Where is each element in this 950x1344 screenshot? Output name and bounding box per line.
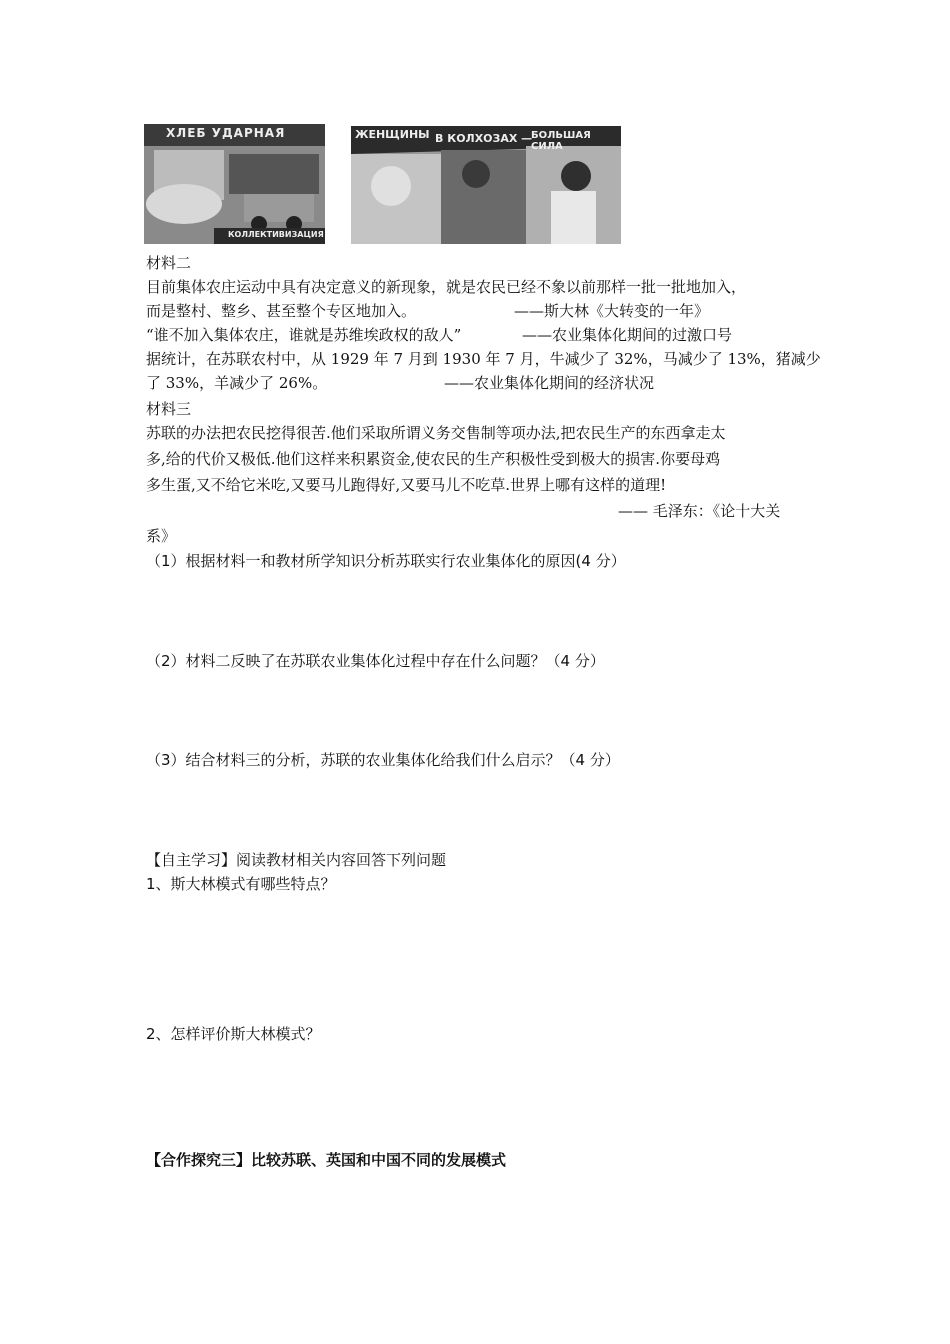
material2-heading: 材料二 (146, 254, 192, 272)
question-3: （3）结合材料三的分析，苏联的农业集体化给我们什么启示？（4 分） (146, 751, 620, 769)
poster-right-caption-right: БОЛЬШАЯ СИЛА (531, 130, 591, 152)
question-1: （1）根据材料一和教材所学知识分析苏联实行农业集体化的原因(4 分） (146, 552, 626, 570)
coop-inquiry-heading: 【合作探究三】比较苏联、英国和中国不同的发展模式 (146, 1151, 507, 1169)
poster-right-caption-mid: В КОЛХОЗАХ — (435, 132, 533, 145)
material2-paragraph1-line2: 而是整村、整乡、甚至整个专区地加入。 (146, 302, 417, 320)
question-2: （2）材料二反映了在苏联农业集体化过程中存在什么问题？（4 分） (146, 652, 605, 670)
material2-statistics-line1: 据统计，在苏联农村中，从 1929 年 7 月到 1930 年 7 月，牛减少了 32%，马减少了 13%，猪减少 (146, 350, 821, 368)
material3-heading: 材料三 (146, 400, 192, 418)
poster-right-caption-left: ЖЕНЩИНЫ (355, 128, 430, 141)
material3-line3: 多生蛋,又不给它米吃,又要马儿跑得好,又要马儿不吃草.世界上哪有这样的道理! (146, 476, 667, 494)
material2-paragraph1-line1: 目前集体农庄运动中具有决定意义的新现象，就是农民已经不象以前那样一批一批地加入， (146, 278, 747, 296)
collectivization-poster-right (351, 126, 621, 244)
material3-source-line1: —— 毛泽东：《论十大关 (618, 502, 781, 520)
material2-paragraph1-source: ——斯大林《大转变的一年》 (514, 302, 710, 320)
self-study-question-2: 2、怎样评价斯大林模式？ (146, 1025, 321, 1043)
poster-left-image (144, 124, 325, 244)
material3-source-line2: 系》 (146, 527, 177, 545)
material3-line1: 苏联的办法把农民挖得很苦.他们采取所谓义务交售制等项办法,把农民生产的东西拿走太 (146, 424, 726, 442)
self-study-heading: 【自主学习】阅读教材相关内容回答下列问题 (146, 851, 447, 869)
material2-statistics-source: ——农业集体化期间的经济状况 (444, 374, 655, 392)
poster-left-caption-bottom: КОЛЛЕКТИВИЗАЦИЯ (228, 230, 324, 239)
poster-left-caption-top: ХЛЕБ УДАРНАЯ (166, 126, 286, 140)
material2-slogan-source: ——农业集体化期间的过激口号 (522, 326, 733, 344)
self-study-question-1: 1、斯大林模式有哪些特点？ (146, 875, 336, 893)
material2-statistics-line2: 了 33%，羊减少了 26%。 (146, 374, 328, 392)
collectivization-poster-left (144, 124, 325, 244)
material3-line2: 多,给的代价又极低.他们这样来积累资金,使农民的生产积极性受到极大的损害.你要母鸡 (146, 450, 721, 468)
material2-slogan: “谁不加入集体农庄，谁就是苏维埃政权的敌人” (146, 326, 462, 344)
